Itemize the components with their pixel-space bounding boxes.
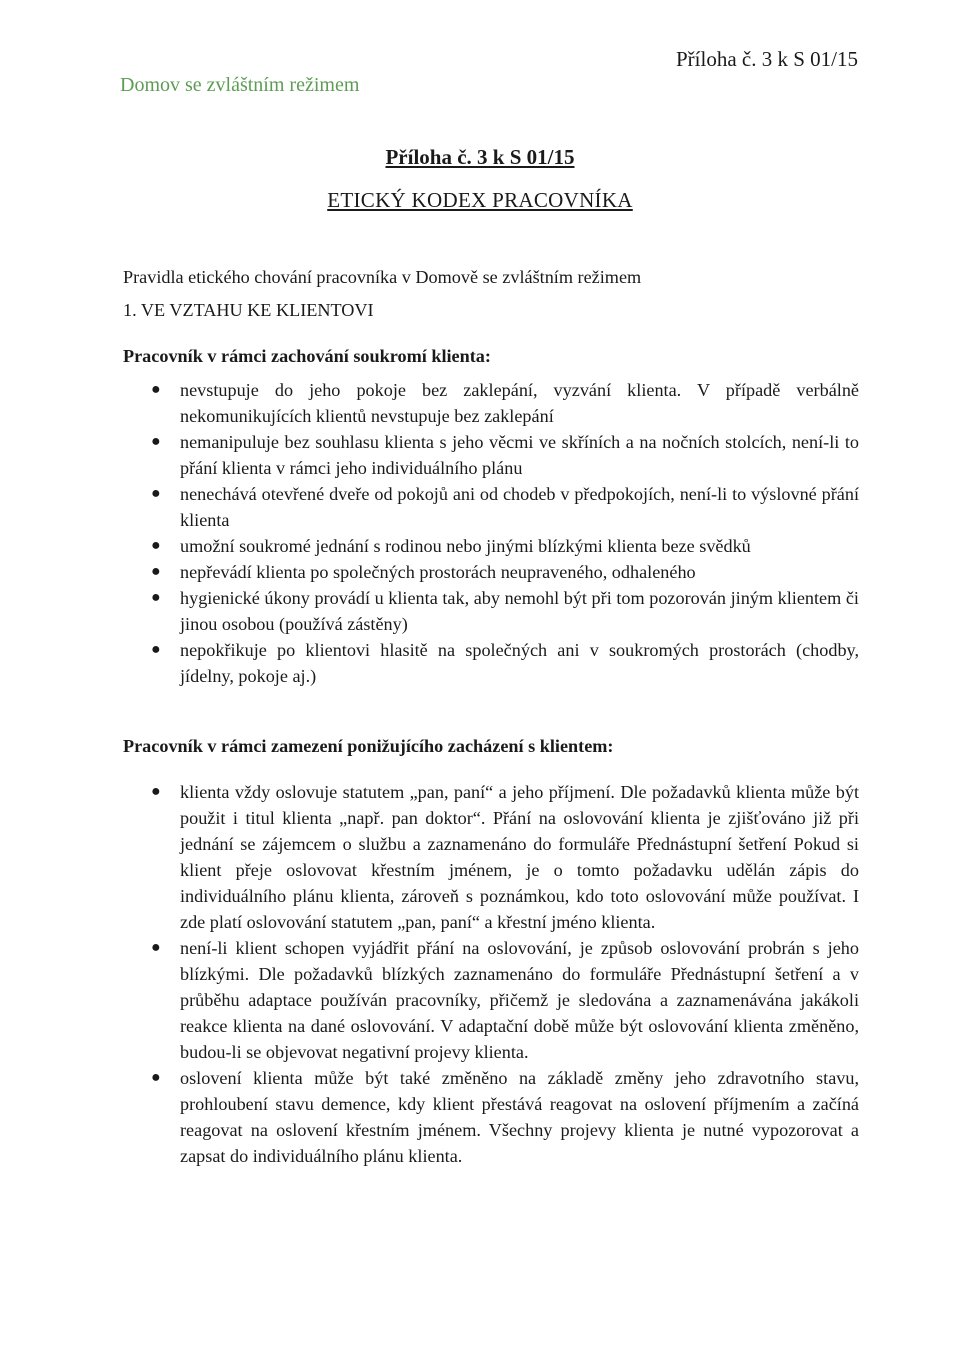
- subsection-heading-dignity: Pracovník v rámci zamezení ponižujícího zacházení s klientem:: [123, 736, 614, 756]
- document-body: [123, 264, 859, 1169]
- intro-text: Pravidla etického chování pracovníka v Domově se zvláštním režimem: [123, 267, 642, 287]
- bullet-dot-icon: ●: [151, 641, 161, 658]
- list-item: ● oslovení klienta může být také změněno na základě změny jeho zdravotního stavu, prohloubení stavu demence, kdy klient přestává reagovat na oslovení příjmením a začíná reagovat na oslovení křestním jménem. Všechny projevy klienta je nutné vypozorovat a zapsat do individuálního plánu klienta.: [123, 1065, 859, 1169]
- bullet-dot-icon: ●: [151, 589, 161, 606]
- list-item: ● nevstupuje do jeho pokoje bez zaklepání, vyzvání klienta. V případě verbálně nekomunikujících klientů nevstupuje bez zaklepání: [123, 377, 859, 429]
- list-item: ● umožní soukromé jednání s rodinou nebo jinými blízkými klienta beze svědků: [123, 533, 859, 559]
- document-annex-title: Příloha č. 3 k S 01/15: [385, 145, 575, 169]
- list-item: ● hygienické úkony provádí u klienta tak, aby nemohl být při tom pozorován jiným klientem či jinou osobou (používá zástěny): [123, 585, 859, 637]
- list-item: ● nemanipuluje bez souhlasu klienta s jeho věcmi ve skříních a na nočních stolcích, není-li to přání klienta v rámci jeho individuálního plánu: [123, 429, 859, 481]
- bullet-dot-icon: ●: [151, 485, 161, 502]
- header-reference: Příloha č. 3 k S 01/15: [676, 47, 858, 71]
- bullet-dot-icon: ●: [151, 537, 161, 554]
- list-item: ● nepřevádí klienta po společných prostorách neupraveného, odhaleného: [123, 559, 859, 585]
- bullet-dot-icon: ●: [151, 433, 161, 450]
- list-item: ● není-li klient schopen vyjádřit přání na oslovování, je způsob oslovování probrán s jeho blízkými. Dle požadavků blízkých zaznamenáno do formuláře Přednástupní šetření a v průběhu adaptace používán pracovníky, přičemž je sledována a zaznamenávána jakákoli reakce klienta na dané oslovování. V adaptační době může být oslovování klienta změněno, budou-li se objevovat negativní projevy klienta.: [123, 935, 859, 1065]
- bullet-dot-icon: ●: [151, 1069, 161, 1086]
- document-title: ETICKÝ KODEX PRACOVNÍKA: [327, 188, 633, 212]
- list-item: ● nepokřikuje po klientovi hlasitě na společných ani v soukromých prostorách (chodby, jídelny, pokoje aj.): [123, 637, 859, 689]
- subsection-heading-privacy: Pracovník v rámci zachování soukromí klienta:: [123, 346, 491, 366]
- bullet-dot-icon: ●: [151, 783, 161, 800]
- privacy-list: [123, 377, 859, 689]
- dignity-list: [123, 779, 859, 1169]
- header-organization: Domov se zvláštním režimem: [120, 74, 360, 96]
- list-item: ● nenechává otevřené dveře od pokojů ani od chodeb v předpokojích, není-li to výslovné přání klienta: [123, 481, 859, 533]
- bullet-dot-icon: ●: [151, 939, 161, 956]
- list-item: ● klienta vždy oslovuje statutem „pan, paní“ a jeho příjmení. Dle požadavků klienta může být použit i titul klienta „např. pan doktor“. Přání na oslovování klienta je zjišťováno již při jednání se zájemcem o službu a zaznamenáno do formuláře Přednástupní šetření Pokud si klient přeje oslovovat křestním jménem, je o tomto požadavku udělán zápis do individuálního plánu klienta, zároveň s poznámkou, kdo toto oslovování může používat. I zde platí oslovování statutem „pan, paní“ a křestní jméno klienta.: [123, 779, 859, 935]
- bullet-dot-icon: ●: [151, 381, 161, 398]
- section-heading: 1. VE VZTAHU KE KLIENTOVI: [123, 300, 374, 320]
- bullet-dot-icon: ●: [151, 563, 161, 580]
